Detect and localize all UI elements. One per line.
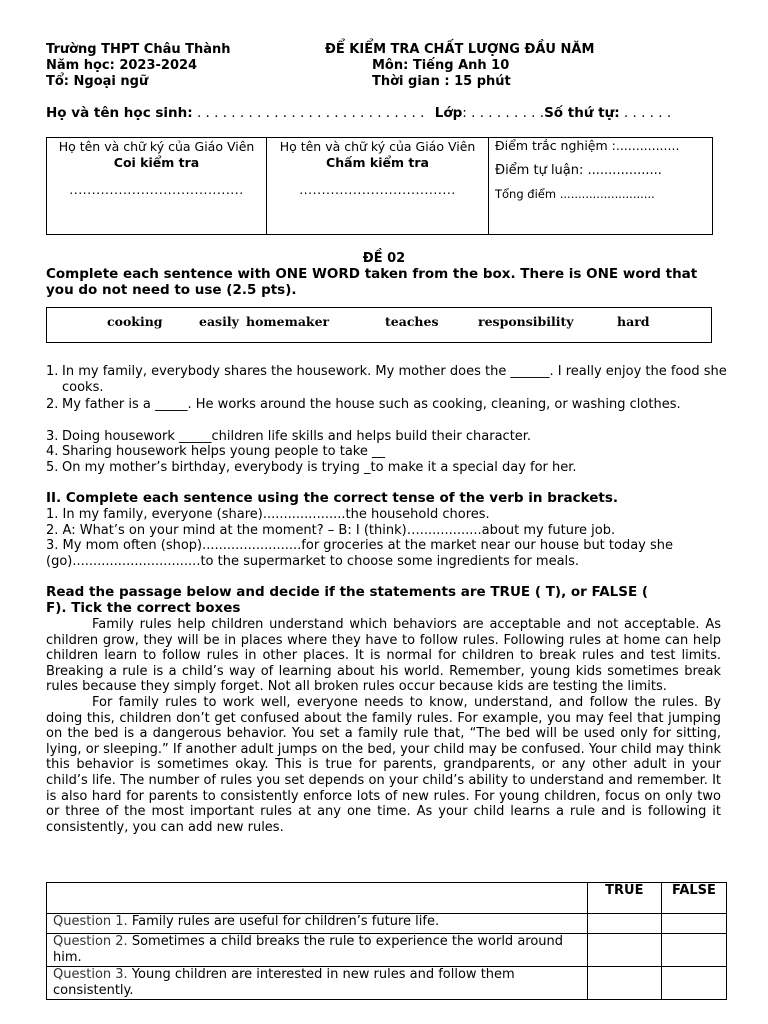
student-name-field[interactable]: . . . . . . . . . . . . . . . . . . . . . . . . . . . (192, 105, 425, 121)
question-number: 4. (46, 444, 59, 459)
false-checkbox[interactable] (661, 967, 726, 1000)
word-option: hard (617, 314, 650, 329)
class-field[interactable]: : . . . . . . . . . (462, 105, 545, 121)
grader-signature-field[interactable]: ................................... (299, 182, 456, 198)
score-total[interactable]: Tổng điểm .......................... (495, 187, 655, 202)
score-multiple-choice[interactable]: Điểm trắc nghiệm :................ (495, 138, 680, 153)
table-header-blank (47, 883, 588, 914)
proctor-cell (47, 138, 267, 235)
word-option: homemaker (246, 314, 330, 329)
question-statement: Sometimes a child breaks the rule to experience the world around him. (53, 934, 564, 965)
column-false: FALSE (661, 883, 726, 914)
class-label: Lớp (434, 105, 463, 121)
table-row (47, 914, 727, 934)
number-label: Số thứ tự: (544, 105, 620, 121)
part1-instruction: Complete each sentence with ONE WORD taken from the box. There is ONE word that you do not need to use (2.5 pts). (46, 266, 698, 298)
student-name-label: Họ và tên học sinh: (46, 105, 193, 121)
true-checkbox[interactable] (587, 967, 661, 1000)
false-checkbox[interactable] (661, 934, 726, 967)
part1-question (46, 429, 736, 445)
question-text: Sharing housework helps young people to take __ (62, 444, 385, 459)
table-header-row (47, 883, 727, 914)
grader-title: Họ tên và chữ ký của Giáo Viên (279, 139, 476, 154)
exam-code: ĐỀ 02 (362, 251, 406, 266)
part1-question (46, 397, 736, 413)
table-row (47, 934, 727, 967)
part1-question (46, 444, 736, 460)
question-number: 1. (46, 364, 59, 379)
table-row (47, 967, 727, 1000)
passage-paragraph-1: Family rules help children understand which behaviors are acceptable and not acceptable. As children grow, they will be in places where they have to follow rules. Following rules at home can help children learn to follow rules in other places. It is normal for children to break rules and test limits. Breaking a rule is a child’s way of learning about his world. Remember, young kids sometimes break rules because they simply forget. Not all broken rules occur because kids are testing the limits. (46, 617, 721, 695)
number-field[interactable]: . . . . . . (619, 105, 672, 121)
question-number: 3. (46, 429, 59, 444)
part2-question-3-line2: (go)...............................to the supermarket to choose some ingredients for meals. (46, 554, 580, 569)
question-statement: Young children are interested in new rules and follow them consistently. (53, 967, 515, 998)
question-text: My father is a _____. He works around the house such as cooking, cleaning, or washing clothes. (62, 397, 681, 412)
true-checkbox[interactable] (587, 934, 661, 967)
part3-heading-line2: F). Tick the correct boxes (46, 600, 241, 616)
teacher-score-box (46, 137, 713, 235)
word-option: easily (199, 314, 239, 329)
part2-question-1: 1. In my family, everyone (share)....................the household chores. (46, 507, 490, 522)
grader-subtitle: Chấm kiểm tra (326, 154, 429, 170)
question-cell (47, 967, 588, 1000)
proctor-title: Họ tên và chữ ký của Giáo Viên (58, 139, 255, 154)
question-cell (47, 914, 588, 934)
question-number: 5. (46, 460, 59, 475)
student-info-line (46, 106, 671, 122)
column-true: TRUE (587, 883, 661, 914)
question-statement: Family rules are useful for children’s future life. (127, 914, 440, 929)
part2-question-2: 2. A: What’s on your mind at the moment? – B: I (think)…...............about my future job. (46, 523, 616, 538)
school-year: Năm học: 2023-2024 (46, 58, 198, 73)
true-false-table (46, 882, 727, 1000)
part2-heading: II. Complete each sentence using the correct tense of the verb in brackets. (46, 490, 619, 506)
reading-passage (46, 617, 721, 835)
score-essay[interactable]: Điểm tự luận: .................. (495, 162, 662, 178)
word-option: teaches (385, 314, 439, 329)
part1-question (46, 364, 736, 395)
true-checkbox[interactable] (587, 914, 661, 934)
word-option: cooking (107, 314, 163, 329)
passage-paragraph-2: For family rules to work well, everyone needs to know, understand, and follow the rules. By doing this, children don’t get confused about the family rules. For example, you may feel that jumping on the bed is a dangerous behavior. You set a family rule that, “The bed will be used only for sitting, lying, or sleeping.” If another adult jumps on the bed, your child may be confused. Your child may think this behavior is sometimes okay. This is true for parents, grandparents, or any other adult in your child’s life. The number of rules you set depends on your child’s ability to understand and remember. It is also hard for parents to consistently enforce lots of new rules. For young children, focus on only two or three of the most important rules at any one time. As your child learns a rule and is following it consistently, you can add new rules. (46, 694, 721, 835)
exam-title: ĐỂ KIỂM TRA CHẤT LƯỢNG ĐẦU NĂM (325, 42, 595, 57)
proctor-signature-field[interactable]: ....................................... (69, 182, 244, 198)
question-label: Question 3. (53, 967, 128, 982)
score-cell (489, 138, 713, 235)
question-label: Question 1. (53, 914, 128, 929)
school-name: Trường THPT Châu Thành (46, 42, 231, 57)
part1-question (46, 460, 736, 476)
question-label: Question 2. (53, 934, 128, 949)
proctor-subtitle: Coi kiểm tra (113, 154, 200, 170)
grader-cell (267, 138, 489, 235)
department: Tổ: Ngoại ngữ (46, 74, 149, 89)
question-text: Doing housework _____children life skills and helps build their character. (62, 429, 532, 444)
part2-question-3-line1: 3. My mom often (shop)........................for groceries at the market near our house but today she (46, 538, 674, 553)
question-text: On my mother’s birthday, everybody is trying _to make it a special day for her. (62, 460, 577, 475)
word-box (46, 307, 712, 343)
exam-subject: Môn: Tiếng Anh 10 (372, 58, 510, 73)
word-option: responsibility (478, 314, 574, 329)
question-cell (47, 934, 588, 967)
question-text: In my family, everybody shares the housework. My mother does the ______. I really enjoy the food she cooks. (62, 364, 727, 395)
exam-time: Thời gian : 15 phút (372, 74, 511, 89)
false-checkbox[interactable] (661, 914, 726, 934)
part3-heading-line1: Read the passage below and decide if the statements are TRUE ( T), or FALSE ( (46, 584, 649, 600)
question-number: 2. (46, 397, 59, 412)
